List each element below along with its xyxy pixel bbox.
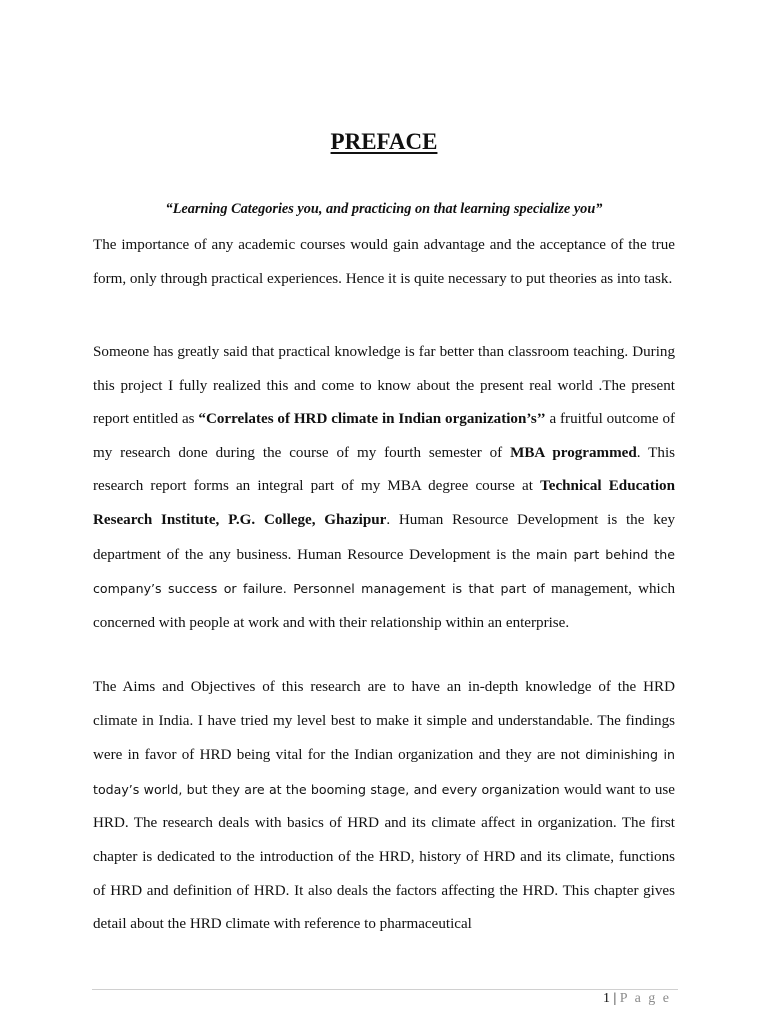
institute-name-bold: Technical Education Research Institute, P.G. College, Ghazipur	[93, 478, 675, 528]
paragraph-2-text-1: Someone has greatly said that practical knowledge is far better than classroom teaching. During this project I fully realized this and come to know about the present real world .The present report entitled as	[93, 344, 675, 428]
epigraph-quote: “Learning Categories you, and practicing on that learning specialize you”	[165, 201, 603, 217]
paragraph-3-text-2: would want to use HRD. The research deals with basics of HRD and its climate affect in organization. The first chapter is dedicated to the introduction of the HRD, history of HRD and its climate, functions of HRD and definition of HRD. It also deals the factors affecting the HRD. This chapter gives detail about the HRD climate with reference to pharmaceutical	[93, 781, 676, 933]
paragraph-3	[93, 671, 675, 942]
paragraph-3-text-1: The Aims and Objectives of this research are to have an in-depth knowledge of the HRD climate in India. I have tried my level best to make it simple and understandable. The findings were in favor of HRD being vital for the Indian organization and they are not	[93, 679, 675, 764]
paragraph-1	[93, 229, 675, 296]
paragraph-2-text-2: a fruitful outcome of my research done during the course of my fourth semester of	[93, 411, 676, 461]
page-footer	[603, 990, 671, 1008]
paragraph-2	[93, 336, 675, 640]
paragraph-3-sans-line: diminishing in today’s world, but they are at the booming stage, and every organization	[93, 747, 675, 797]
paragraph-2-text-4: . Human Resource Development is the key department of the any business. Human Resource Development is the	[93, 511, 675, 563]
page-title: PREFACE	[330, 129, 438, 154]
page-number: 1	[602, 991, 610, 1006]
paragraph-2-text-5: management, which concerned with people at work and with their relationship within an enterprise.	[93, 581, 675, 631]
page-label: P a g e	[619, 991, 671, 1006]
program-name-bold: MBA programmed	[510, 444, 637, 461]
report-title-bold: “Correlates of HRD climate in Indian organization’s’’	[198, 411, 546, 428]
page-separator: |	[609, 991, 620, 1006]
paragraph-2-text-3: . This research report forms an integral part of my MBA degree course at	[93, 444, 676, 495]
paragraph-1-text: The importance of any academic courses would gain advantage and the acceptance of the true form, only through practical experiences. Hence it is quite necessary to put theories as into task.	[93, 237, 675, 287]
footer-divider	[92, 989, 678, 990]
paragraph-2-sans-line: main part behind the company’s success or failure. Personnel management is that part of	[93, 546, 675, 597]
